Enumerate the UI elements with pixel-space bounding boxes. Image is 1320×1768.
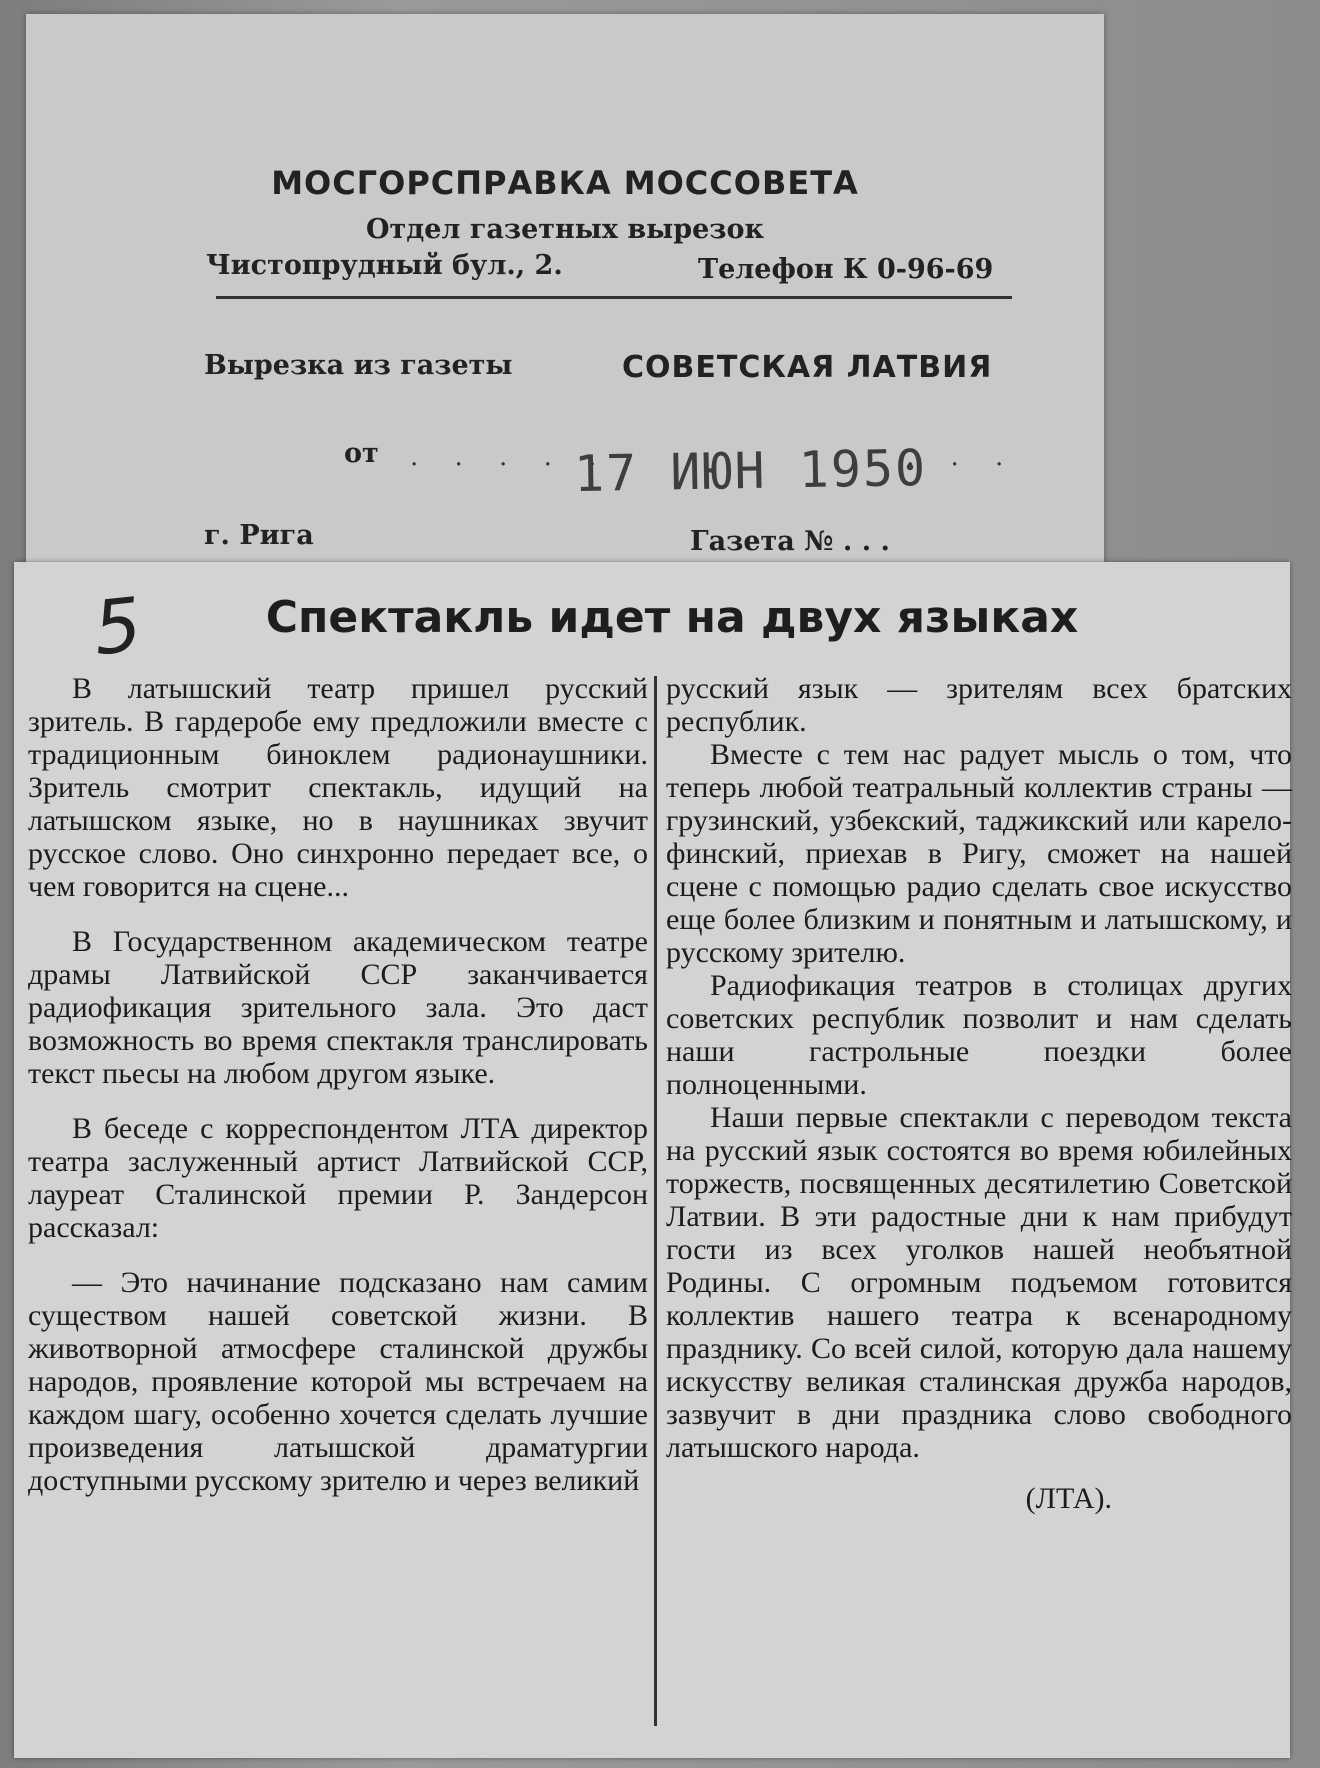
paragraph: В Государственном академическом театре драмы Латвийской ССР заканчивается радиофикация зрительного зала. Это даст возможность во время спектакля транслировать текст пьесы на любом другом языке. [28,925,648,1090]
header-divider [216,296,1012,299]
date-dots-left: . . . . . [410,442,611,472]
article-signature: (ЛТА). [1025,1482,1112,1515]
paragraph: русский язык — зрителям всех братских республик. [666,672,1292,738]
office-phone: Телефон К 0-96-69 [698,254,994,285]
date-stamp: 17 ИЮН 1950 [573,438,928,504]
paragraph: В латышский театр пришел русский зритель. В гардеробе ему предложили вместе с традиционным биноклем радионаушники. Зритель смотрит спектакль, идущий на латышском языке, но в наушниках звучит русское слово. Оно синхронно передает все, о чем говорится на сцене... [28,672,648,903]
paragraph: — Это начинание подсказано нам самим существом нашей советской жизни. В животворной атмосфере сталинской дружбы народов, проявление которой мы встречаем на каждом шагу, особенно хочется сделать лучшие произведения латышской драматургии доступными русскому зрителю и через великий [28,1266,648,1497]
paragraph: Наши первые спектакли с переводом текста на русский язык состоятся во время юбилейных торжеств, посвященных десятилетию Советской Латвии. В эти радостные дни к нам прибудут гости из всех уголков нашей необъятной Родины. С огромным подъемом готовится коллектив нашего театра к всенародному празднику. Со всей силой, которую дала нашему искусству великая сталинская дружба народов, зазвучит в дни праздника слово свободного латышского народа. [666,1101,1292,1464]
article-headline: Спектакль идет на двух языках [265,592,1079,643]
office-name: МОСГОРСПРАВКА МОССОВЕТА [271,164,859,202]
header-slip [26,14,1104,574]
newspaper-name: СОВЕТСКАЯ ЛАТВИЯ [622,350,993,385]
office-address: Чистопрудный бул., 2. [206,250,563,281]
article-column-right [666,672,1292,1515]
article-column-left [28,672,648,1497]
date-dots-right: . . . [906,442,1018,472]
newspaper-clipping [14,562,1290,1758]
issue-number-label: Газета № . . . [690,526,890,557]
clipping-label: Вырезка из газеты [204,350,513,381]
city-label: г. Рига [204,520,314,551]
paragraph: В беседе с корреспондентом ЛТА директор театра заслуженный артист Латвийской ССР, лауреат Сталинской премии Р. Зандерсон рассказал: [28,1112,648,1244]
date-label: от [344,438,379,469]
paragraph: Вместе с тем нас радует мысль о том, что теперь любой театральный коллектив страны — грузинский, узбекский, таджикский или карело-финский, приехав в Ригу, сможет на нашей сцене с помощью радио сделать свое искусство еще более близким и понятным и латышскому, и русскому зрителю. [666,738,1292,969]
department-name: Отдел газетных вырезок [366,214,764,245]
paragraph: Радиофикация театров в столицах других советских республик позволит и нам сделать наши гастрольные поездки более полноценными. [666,969,1292,1101]
handwritten-mark: 5 [89,581,146,673]
column-divider [654,676,657,1726]
